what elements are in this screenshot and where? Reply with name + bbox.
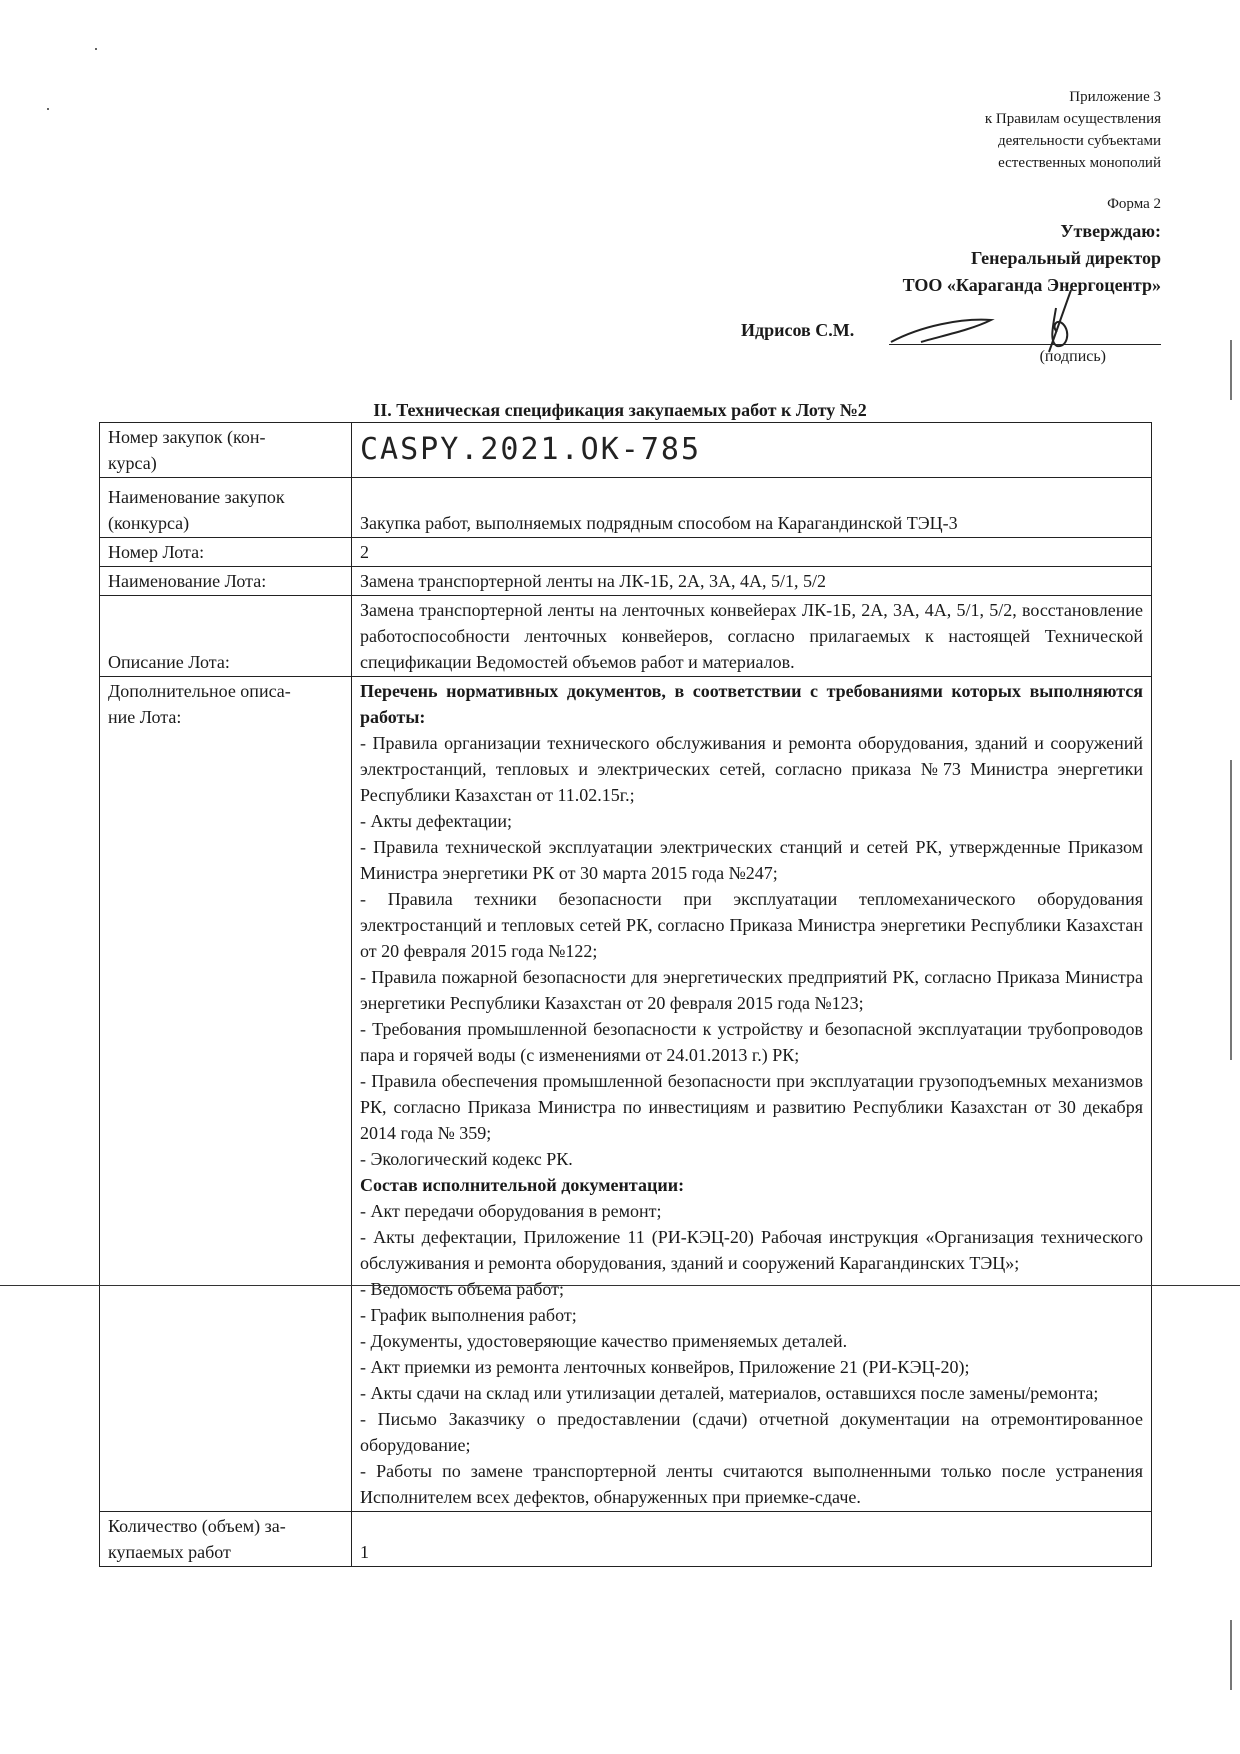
scan-edge-mark [1230, 340, 1232, 400]
list-item: - Документы, удостоверяющие качество применяемых деталей. [360, 1331, 848, 1351]
row-label: Дополнительное описа- ние Лота: [100, 677, 352, 1512]
list-item: - Правила обеспечения промышленной безопасности при эксплуатации грузоподъемных механизмов РК, согласно Приказа Министра по инвестициям и развитию Республики Казахстан от 30 декабря 2014 года № 359; [360, 1071, 1143, 1143]
scan-speck [95, 48, 97, 50]
row-label: Номер Лота: [100, 538, 352, 567]
row-label: Количество (объем) за- купаемых работ [100, 1512, 352, 1567]
approval-company: ТОО «Караганда Энергоцентр» [902, 275, 1161, 295]
additional-description [352, 677, 1152, 1512]
list-item: - Правила пожарной безопасности для энергетических предприятий РК, согласно Приказа Министра энергетики Республики Казахстан от 20 февраля 2015 года №123; [360, 967, 1143, 1013]
signature-caption: (подпись) [1039, 348, 1106, 365]
list-item: - Акт приемки из ремонта ленточных конвейров, Приложение 21 (РИ-КЭЦ-20); [360, 1357, 970, 1377]
scan-speck [47, 108, 49, 110]
row-value: Замена транспортерной ленты на ЛК-1Б, 2А, 3А, 4А, 5/1, 5/2 [352, 567, 1152, 596]
row-value: 2 [352, 538, 1152, 567]
list-item: - Акты дефектации; [360, 811, 512, 831]
handwritten-procurement-number: CASPY.2021.ОК-785 [360, 432, 702, 467]
scan-edge-mark [1230, 1620, 1232, 1690]
approval-position: Генеральный директор [971, 248, 1161, 268]
signature-row [741, 320, 1161, 348]
table-row [100, 596, 1152, 677]
list-item: - Ведомость объема работ; [360, 1279, 565, 1299]
table-row [100, 538, 1152, 567]
signer-name: Идрисов С.М. [741, 320, 855, 340]
row-value [352, 423, 1152, 478]
appendix-note [985, 86, 1161, 174]
table-row [100, 478, 1152, 538]
scan-edge-mark [1230, 760, 1232, 1060]
row-label: Описание Лота: [100, 596, 352, 677]
list-item: - Правила техники безопасности при эксплуатации тепломеханического оборудования электростанций и тепловых сетей РК, согласно Приказа Министра энергетики Республики Казахстан от 20 февраля 2015 года №122; [360, 889, 1143, 961]
specification-table [99, 422, 1152, 1567]
list-item: - Акты сдачи на склад или утилизации деталей, материалов, оставшихся после замены/ремонта; [360, 1383, 1099, 1403]
list-item: - Экологический кодекс РК. [360, 1149, 573, 1169]
list-item: - Акты дефектации, Приложение 11 (РИ-КЭЦ-20) Рабочая инструкция «Организация технического обслуживания и ремонта оборудования, зданий и сооружений Карагандинских ТЭЦ»; [360, 1227, 1143, 1273]
appendix-line: Приложение 3 [1069, 89, 1161, 105]
section-title: II. Техническая спецификация закупаемых работ к Лоту №2 [373, 400, 867, 420]
page-split-line [0, 1285, 1240, 1286]
normative-docs-heading: Перечень нормативных документов, в соответствии с требованиями которых выполняются работы: [360, 681, 1143, 727]
list-item: - Работы по замене транспортерной ленты считаются выполненными только после устранения Исполнителем всех дефектов, обнаруженных при приемке-сдаче. [360, 1461, 1143, 1507]
table-row [100, 423, 1152, 478]
approval-approve: Утверждаю: [1060, 221, 1161, 241]
row-value: Закупка работ, выполняемых подрядным способом на Карагандинской ТЭЦ-3 [352, 478, 1152, 538]
row-label: Номер закупок (кон- курса) [100, 423, 352, 478]
list-item: - Правила организации технического обслуживания и ремонта оборудования, зданий и сооружений электростанций, тепловых и электрических сетей, согласно приказа №73 Министра энергетики Республики Казахстан от 11.02.15г.; [360, 733, 1143, 805]
list-item: - Письмо Заказчику о предоставлении (сдачи) отчетной документации на отремонтированное оборудование; [360, 1409, 1143, 1455]
list-item: - Правила технической эксплуатации электрических станций и сетей РК, утвержденные Приказом Министра энергетики РК от 30 марта 2015 года №247; [360, 837, 1143, 883]
appendix-line: деятельности субъектами [997, 133, 1161, 149]
handwritten-signature [881, 286, 1161, 356]
list-item: - Акт передачи оборудования в ремонт; [360, 1201, 662, 1221]
table-row [100, 677, 1152, 1512]
table-row [100, 1512, 1152, 1567]
list-item: - График выполнения работ; [360, 1305, 577, 1325]
form-number: Форма 2 [1107, 196, 1161, 212]
appendix-line: естественных монополий [998, 155, 1161, 171]
row-label: Наименование закупок (конкурса) [100, 478, 352, 538]
appendix-line: к Правилам осуществления [984, 111, 1161, 127]
list-item: - Требования промышленной безопасности к устройству и безопасной эксплуатации трубопроводов пара и горячей воды (с изменениями от 24.01.2013 г.) РК; [360, 1019, 1143, 1065]
row-value: Замена транспортерной ленты на ленточных конвейерах ЛК-1Б, 2А, 3А, 4А, 5/1, 5/2, восстановление работоспособности ленточных конвейеров, согласно прилагаемых к настоящей Технической спецификации Ведомостей объемов работ и материалов. [352, 596, 1152, 677]
table-row [100, 567, 1152, 596]
row-value: 1 [352, 1512, 1152, 1567]
documentation-heading: Состав исполнительной документации: [360, 1175, 685, 1195]
row-label: Наименование Лота: [100, 567, 352, 596]
